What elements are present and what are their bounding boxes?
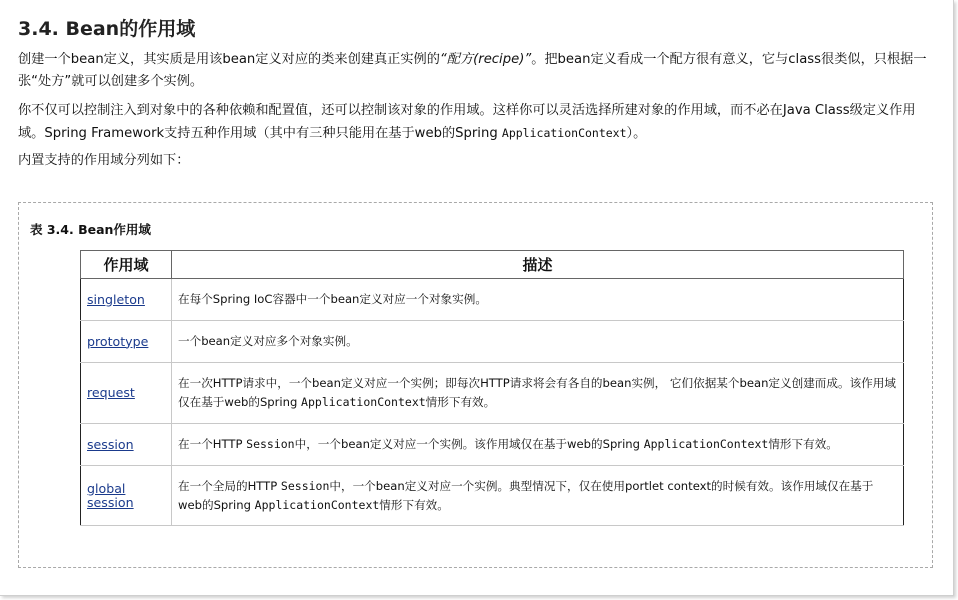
table-caption: 表 3.4. Bean作用域 — [30, 222, 151, 237]
inline-code: Session — [246, 437, 295, 451]
scope-cell — [81, 424, 172, 466]
description-cell — [172, 466, 904, 526]
inline-code: ApplicationContext — [643, 437, 769, 451]
description-cell — [172, 424, 904, 466]
intro-paragraph-2: 你不仅可以控制注入到对象中的各种依赖和配置值，还可以控制该对象的作用域。这样你可以灵活选择所建对象的作用域，而不必在Java Class级定义作用域。Spring Framework支持五种作用域（其中有三种只能用在基于web的Spring ApplicationContext）。 — [18, 103, 916, 141]
description-text: 中，一个bean定义对应一个实例。该作用域仅在基于web的Spring — [294, 437, 644, 451]
table-row — [81, 279, 904, 321]
inline-code: ApplicationContext — [254, 497, 380, 512]
description-cell — [172, 363, 904, 424]
scope-link-singleton[interactable]: singleton — [87, 291, 145, 307]
table-row — [81, 424, 904, 466]
description-text: 一个bean定义对应多个对象实例。 — [178, 334, 358, 348]
description-text: 情形下有效。 — [768, 437, 838, 451]
description-cell — [172, 279, 904, 321]
description-text: 在一个HTTP — [178, 437, 247, 451]
header-scope: 作用域 — [81, 251, 172, 279]
inline-code: ApplicationContext — [301, 395, 426, 409]
description-text: 在一次HTTP请求中，一个bean定义对应一个实例；即每次HTTP请求将会有各自的bean实例， 它们依据某个bean定义创建而成。该作用域仅在基于web的Spring — [178, 376, 896, 409]
table-container — [18, 202, 933, 568]
description-text: 在一个全局的HTTP — [178, 478, 281, 493]
scope-cell — [81, 363, 172, 424]
intro-paragraph-1: 创建一个bean定义，其实质是用该bean定义对应的类来创建真正实例的“配方(recipe)”。把bean定义看成一个配方很有意义，它与class很类似，只根据一张“处方”就可以创建多个实例。 — [18, 52, 927, 89]
scope-cell — [81, 466, 172, 526]
table-header-row — [81, 251, 904, 279]
table-row — [81, 321, 904, 363]
scope-link-request[interactable]: request — [87, 385, 135, 400]
scope-link-prototype[interactable]: prototype — [87, 333, 149, 349]
table-row — [81, 466, 904, 526]
section-title: 3.4. Bean的作用域 — [18, 18, 196, 40]
recipe-term: “配方(recipe)” — [439, 52, 532, 67]
description-text: 情形下有效。 — [379, 497, 449, 512]
scope-table — [80, 250, 904, 526]
scope-cell — [81, 321, 172, 363]
description-text: 在每个Spring IoC容器中一个bean定义对应一个对象实例。 — [178, 292, 487, 306]
header-description: 描述 — [172, 251, 904, 279]
description-cell — [172, 321, 904, 363]
inline-code: ApplicationContext — [501, 126, 627, 140]
description-text: 情形下有效。 — [425, 395, 496, 409]
intro-paragraph-3: 内置支持的作用域分列如下： — [18, 153, 190, 168]
inline-code: Session — [280, 478, 330, 493]
table-row — [81, 363, 904, 424]
scope-link-global-session[interactable]: global session — [87, 480, 134, 510]
scope-cell — [81, 279, 172, 321]
scope-link-session[interactable]: session — [87, 436, 134, 452]
description-text: 中，一个bean定义对应一个实例。典型情况下，仅在使用portlet context的时候有效。该作用域仅在基于web的Spring — [178, 478, 874, 512]
